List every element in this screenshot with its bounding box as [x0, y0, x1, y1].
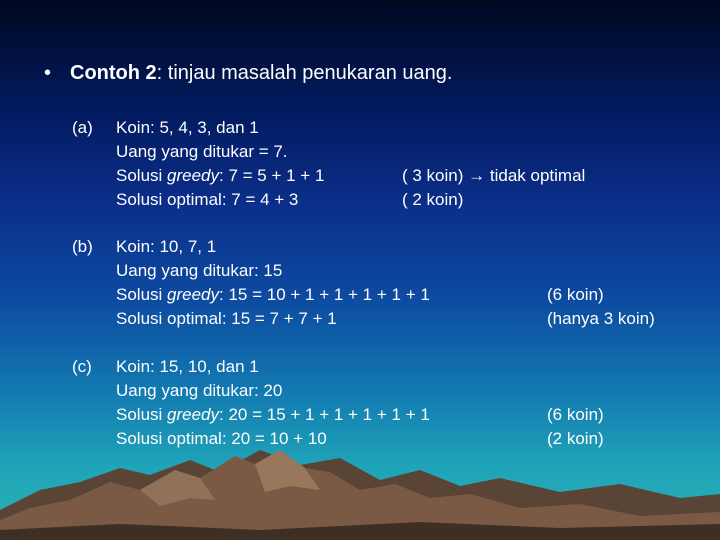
- greedy-line: [116, 403, 430, 427]
- example-label: (b): [72, 237, 93, 256]
- coins-line: Koin: 10, 7, 1: [116, 237, 217, 256]
- example-label: (c): [72, 357, 92, 376]
- greedy-note: [402, 164, 585, 188]
- greedy-prefix: Solusi: [116, 405, 168, 424]
- arrow-right-icon: →: [468, 166, 486, 185]
- optimal-line: Solusi optimal: 7 = 4 + 3: [116, 190, 299, 209]
- greedy-word: greedy: [167, 166, 220, 185]
- coins-line: Koin: 5, 4, 3, dan 1: [116, 118, 259, 137]
- greedy-prefix: Solusi: [116, 285, 168, 304]
- greedy-note-count: ( 3 koin): [402, 166, 464, 185]
- greedy-note: (6 koin): [547, 285, 604, 304]
- optimal-line: Solusi optimal: 15 = 7 + 7 + 1: [116, 309, 337, 328]
- greedy-line: [116, 283, 430, 307]
- example-lines: [116, 235, 430, 331]
- optimal-line: Solusi optimal: 20 = 10 + 10: [116, 429, 327, 448]
- example-lines: [116, 355, 430, 451]
- optimal-note: ( 2 koin): [402, 190, 464, 209]
- example-lines: [116, 116, 324, 212]
- greedy-equation: : 7 = 5 + 1 + 1: [219, 166, 325, 185]
- example-label: (a): [72, 118, 93, 137]
- greedy-note-verdict: tidak optimal: [489, 166, 586, 185]
- amount-line: Uang yang ditukar: 20: [116, 381, 283, 400]
- title-rest: : tinjau masalah penukaran uang.: [156, 62, 453, 84]
- slide-title: [44, 62, 452, 85]
- greedy-equation: : 15 = 10 + 1 + 1 + 1 + 1 + 1: [219, 285, 430, 304]
- greedy-equation: : 20 = 15 + 1 + 1 + 1 + 1 + 1: [219, 405, 430, 424]
- amount-line: Uang yang ditukar: 15: [116, 261, 283, 280]
- greedy-prefix: Solusi: [116, 166, 168, 185]
- optimal-note: (hanya 3 koin): [547, 309, 655, 328]
- greedy-note: (6 koin): [547, 405, 604, 424]
- optimal-note: (2 koin): [547, 429, 604, 448]
- greedy-word: greedy: [167, 405, 220, 424]
- bullet: •: [44, 62, 52, 84]
- amount-line: Uang yang ditukar = 7.: [116, 142, 288, 161]
- coins-line: Koin: 15, 10, dan 1: [116, 357, 259, 376]
- greedy-line: [116, 164, 324, 188]
- greedy-word: greedy: [167, 285, 220, 304]
- title-bold: Contoh 2: [70, 62, 157, 84]
